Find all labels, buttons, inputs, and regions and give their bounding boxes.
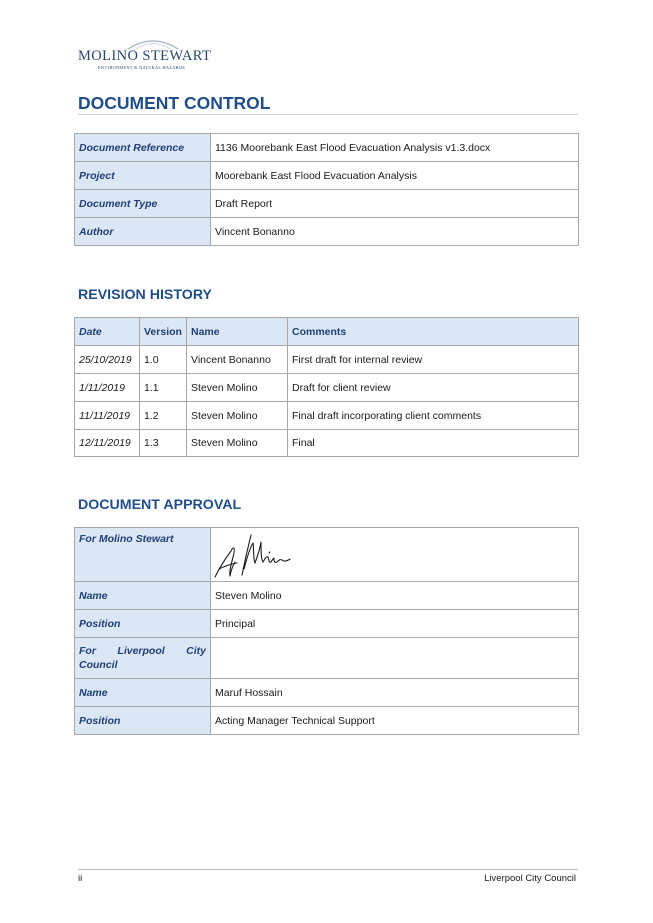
document-approval-heading: DOCUMENT APPROVAL	[78, 497, 242, 513]
company-logo	[78, 36, 212, 72]
client-name-value: Maruf Hossain	[211, 679, 579, 707]
revision-name: Steven Molino	[187, 430, 288, 457]
revision-history-heading: REVISION HISTORY	[78, 287, 213, 303]
author-value: Vincent Bonanno	[211, 218, 579, 246]
author-label: Author	[75, 218, 211, 246]
client-signature-cell	[211, 638, 579, 679]
revision-date: 25/10/2019	[75, 346, 140, 374]
table-row	[75, 582, 579, 610]
document-type-value: Draft Report	[211, 190, 579, 218]
revision-comments: Draft for client review	[288, 374, 579, 402]
title-divider	[78, 114, 578, 115]
doc-reference-value: 1136 Moorebank East Flood Evacuation Analysis v1.3.docx	[211, 134, 579, 162]
approver-name-value: Steven Molino	[211, 582, 579, 610]
project-label: Project	[75, 162, 211, 190]
revision-name: Vincent Bonanno	[187, 346, 288, 374]
revision-comments: Final draft incorporating client comments	[288, 402, 579, 430]
logo-name: MOLINO STEWART	[78, 48, 212, 64]
revision-version: 1.0	[140, 346, 187, 374]
column-header-date: Date	[75, 318, 140, 346]
table-row	[75, 162, 579, 190]
revision-date: 1/11/2019	[75, 374, 140, 402]
revision-date: 12/11/2019	[75, 430, 140, 457]
table-row	[75, 374, 579, 402]
page-title: DOCUMENT CONTROL	[78, 93, 271, 113]
revision-version: 1.2	[140, 402, 187, 430]
revision-date: 11/11/2019	[75, 402, 140, 430]
signature-icon	[213, 529, 295, 581]
doc-reference-label: Document Reference	[75, 134, 211, 162]
footer-divider	[78, 869, 578, 870]
table-row	[75, 610, 579, 638]
revision-comments: Final	[288, 430, 579, 457]
approval-org-label: For Molino Stewart	[75, 528, 211, 582]
approver-position-label: Position	[75, 610, 211, 638]
project-value: Moorebank East Flood Evacuation Analysis	[211, 162, 579, 190]
client-name-label: Name	[75, 679, 211, 707]
table-row	[75, 430, 579, 457]
column-header-name: Name	[187, 318, 288, 346]
table-row	[75, 402, 579, 430]
revision-name: Steven Molino	[187, 402, 288, 430]
table-row	[75, 190, 579, 218]
document-approval-table	[74, 527, 579, 735]
client-position-value: Acting Manager Technical Support	[211, 707, 579, 735]
table-header-row	[75, 318, 579, 346]
table-row	[75, 707, 579, 735]
logo-tagline: ENVIRONMENT & NATURAL HAZARDS	[98, 65, 185, 70]
table-row	[75, 346, 579, 374]
column-header-version: Version	[140, 318, 187, 346]
table-row	[75, 528, 579, 582]
approver-name-label: Name	[75, 582, 211, 610]
client-org-label: For Liverpool City Council	[75, 638, 211, 679]
revision-version: 1.3	[140, 430, 187, 457]
page-number: ii	[78, 873, 83, 884]
revision-comments: First draft for internal review	[288, 346, 579, 374]
table-row	[75, 679, 579, 707]
document-type-label: Document Type	[75, 190, 211, 218]
document-control-table	[74, 133, 579, 246]
client-position-label: Position	[75, 707, 211, 735]
signature-cell	[211, 528, 579, 582]
footer-client: Liverpool City Council	[484, 873, 576, 884]
table-row	[75, 134, 579, 162]
column-header-comments: Comments	[288, 318, 579, 346]
table-row	[75, 218, 579, 246]
revision-name: Steven Molino	[187, 374, 288, 402]
revision-history-table	[74, 317, 579, 457]
revision-version: 1.1	[140, 374, 187, 402]
table-row	[75, 638, 579, 679]
approver-position-value: Principal	[211, 610, 579, 638]
